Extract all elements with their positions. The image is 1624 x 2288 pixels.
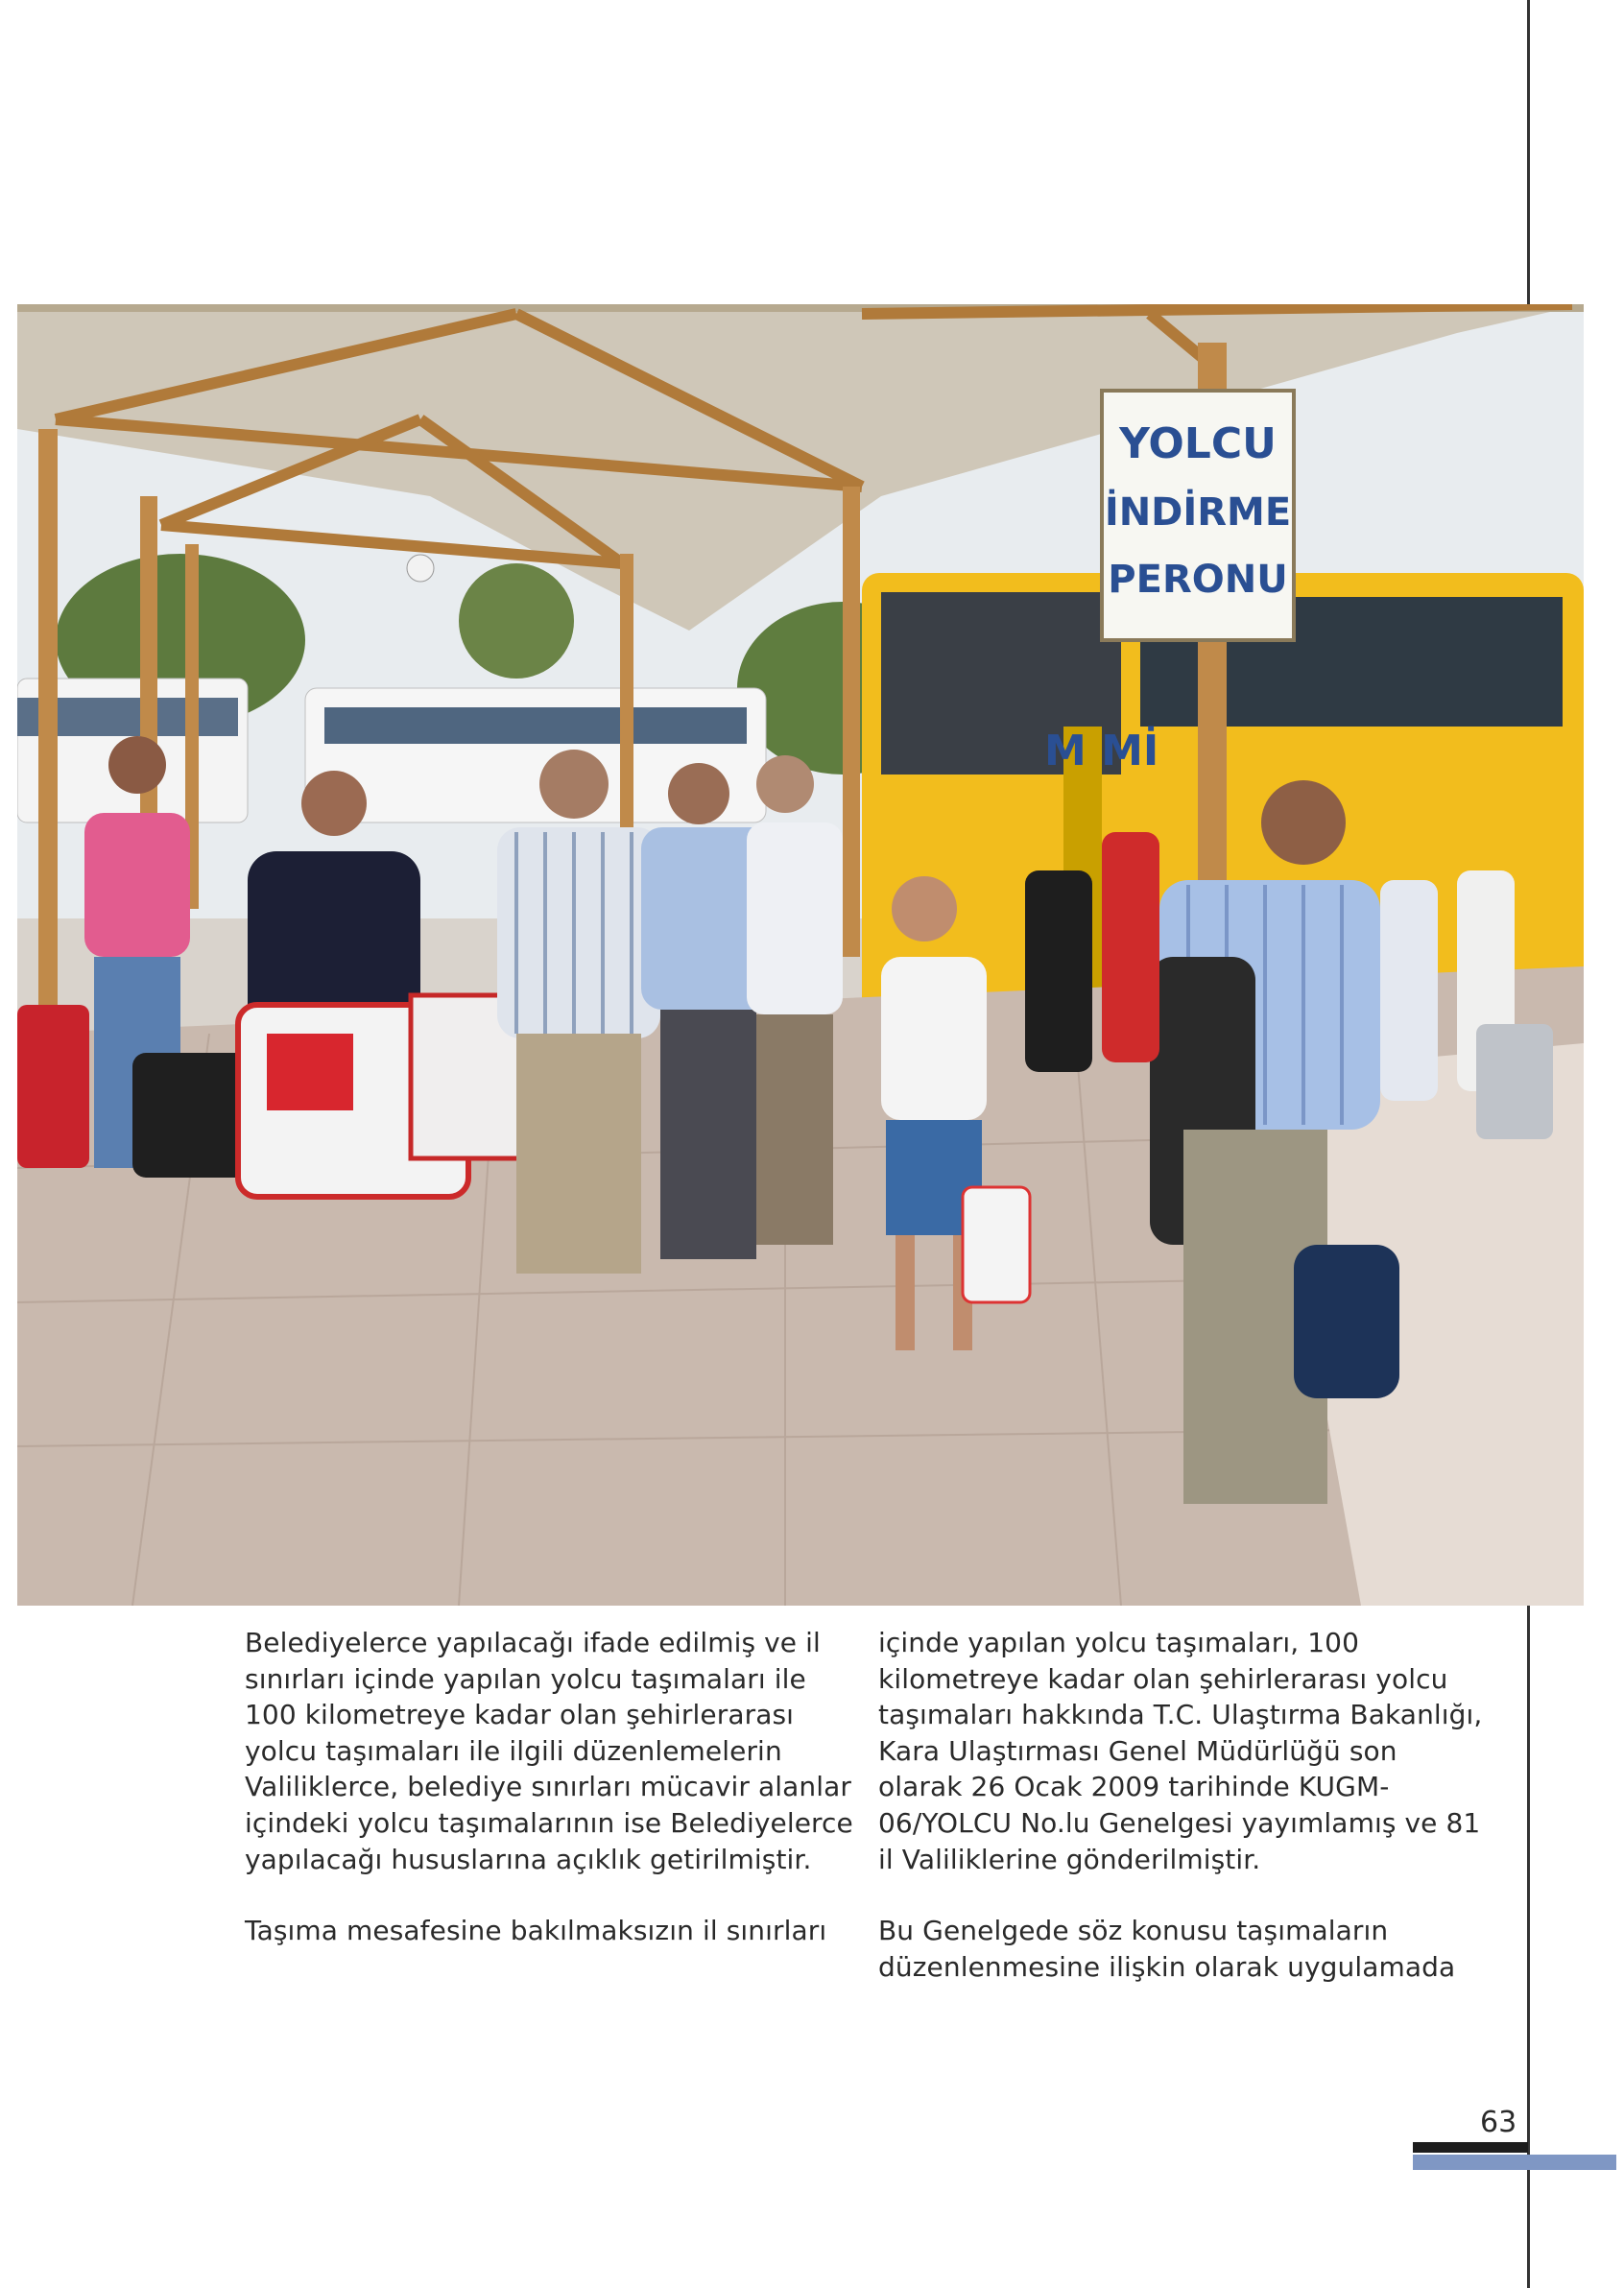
ceiling-lamp: [407, 555, 434, 582]
bus-terminal-photo: [17, 304, 1584, 1606]
bus-logo: M Mİ: [1044, 727, 1159, 775]
sign-line-3: PERONU: [1108, 558, 1288, 602]
body-text-left-column: [245, 1625, 859, 1985]
sign-line-1: YOLCU: [1119, 419, 1277, 468]
yolcu-indirme-sign: [1102, 391, 1294, 640]
page-number: 63: [1480, 2106, 1517, 2139]
body-text-right-column: [878, 1625, 1483, 2020]
right-paragraph-1: içinde yapılan yolcu taşımaları, 100 kilometreye kadar olan şehirlerarası yolcu taşımaları hakkında T.C. Ulaştırma Bakanlığı, Kara Ulaştırması Genel Müdürlüğü son olarak 26 Ocak 2009 tarihinde KUGM-06/YOLCU No.lu Genelgesi yayımlamış ve 81 il Valiliklerine gönderilmiştir.: [878, 1627, 1483, 1875]
left-paragraph-2: Taşıma mesafesine bakılmaksızın il sınırları: [245, 1915, 827, 1947]
tree: [459, 563, 574, 679]
sign-line-2: İNDİRME: [1104, 490, 1292, 535]
footer-accent-bar: [1413, 2155, 1616, 2170]
left-paragraph-1: Belediyelerce yapılacağı ifade edilmiş ve il sınırları içinde yapılan yolcu taşımaları ile 100 kilometreye kadar olan şehirlerarası yolcu taşımaları ile ilgili düzenlemelerin Valiliklerce, belediye sınırları mücavir alanlar içindeki yolcu taşımalarının ise Belediyelerce yapılacağı hususlarına açıklık getirilmiştir.: [245, 1627, 853, 1875]
bus-window: [324, 707, 747, 744]
right-paragraph-2: Bu Genelgede söz konusu taşımaların düzenlenmesine ilişkin olarak uygulamada: [878, 1915, 1456, 1983]
photo-illustration: [17, 304, 1584, 1606]
footer-dark-bar: [1413, 2142, 1528, 2153]
